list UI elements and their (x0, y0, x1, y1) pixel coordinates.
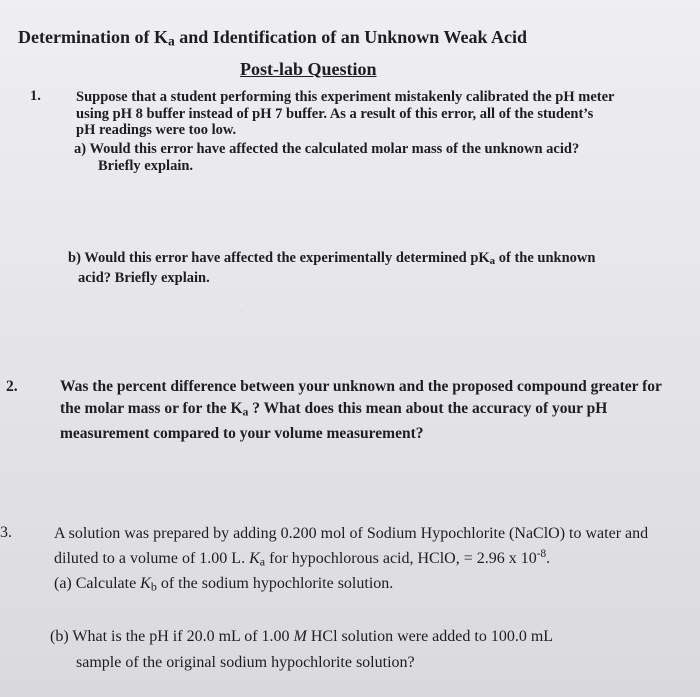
question-3b-line (50, 624, 553, 650)
question-1-text (76, 89, 614, 139)
question-2-line: measurement compared to your volume measurement? (60, 425, 424, 443)
question-3b-line: sample of the original sodium hypochlorite solution? (76, 654, 415, 671)
title-suffix: and Identification of an Unknown Weak Acid (174, 27, 527, 47)
title-prefix: Determination of K (18, 27, 168, 47)
question-3a-k-symbol: K (140, 574, 151, 592)
bleed-through-text: . (120, 208, 124, 223)
page-title (18, 26, 628, 53)
question-3-line (54, 544, 648, 573)
title-subscript: a (167, 33, 175, 49)
question-1b-subscript: a (489, 255, 496, 268)
question-2-line2-pre: the molar mass or for the K (60, 400, 243, 417)
question-1b-text (68, 250, 595, 286)
question-2-line (60, 398, 662, 423)
question-3a-line (54, 573, 648, 597)
question-2-text (60, 376, 662, 445)
question-3-line2-mid: for hypochlorous acid, HClO, = 2.96 x 10 (265, 550, 537, 568)
question-3a-post: of the sodium hypochlorite solution. (156, 574, 394, 592)
question-3-line2-pre: diluted to a volume of 1.00 L. (54, 550, 250, 568)
question-3a-pre: (a) Calculate (54, 574, 141, 592)
page-subtitle: Post-lab Question (240, 59, 377, 79)
question-3b-text (50, 624, 553, 676)
question-3-k-symbol: K (249, 550, 260, 568)
bleed-through-text: . (240, 300, 244, 315)
question-2-line2-post: ? What does this mean about the accuracy of your pH (248, 400, 608, 417)
question-1a-line: Briefly explain. (98, 157, 194, 174)
question-3-text (54, 523, 648, 597)
question-1-number: 1. (30, 88, 41, 104)
question-1b-line: acid? Briefly explain. (78, 269, 210, 286)
question-1-line: Suppose that a student performing this experiment mistakenly calibrated the pH meter (76, 89, 615, 105)
question-3-exponent: -8 (536, 548, 547, 560)
question-2-subscript: a (242, 405, 249, 419)
question-1b-line1-pre: b) Would this error have affected the experimentally determined pK (68, 250, 490, 266)
question-1b-line1-post: of the unknown (495, 250, 596, 266)
question-1a-text (74, 141, 579, 174)
question-3a-subscript: b (150, 578, 157, 593)
question-3-line: A solution was prepared by adding 0.200 mol of Sodium Hypochlorite (NaClO) to water and (54, 525, 649, 542)
question-3-k-subscript: a (259, 554, 266, 569)
question-1-line: pH readings were too low. (76, 122, 237, 138)
question-2-line: Was the percent difference between your unknown and the proposed compound greater for (60, 378, 662, 395)
question-3b-line1-pre: (b) What is the pH if 20.0 mL of 1.00 (50, 628, 294, 645)
question-3-number: 3. (0, 524, 12, 541)
question-1-line: using pH 8 buffer instead of pH 7 buffer. As a result of this error, all of the student’s (76, 105, 594, 122)
question-3b-molar-symbol: M (293, 628, 307, 645)
question-3b-line1-post: HCl solution were added to 100.0 mL (306, 628, 554, 645)
question-1a-line: a) Would this error have affected the calculated molar mass of the unknown acid? (74, 141, 580, 157)
question-1b-line (68, 250, 595, 270)
question-3-line2-end: . (546, 550, 551, 568)
question-2-number: 2. (6, 378, 18, 395)
